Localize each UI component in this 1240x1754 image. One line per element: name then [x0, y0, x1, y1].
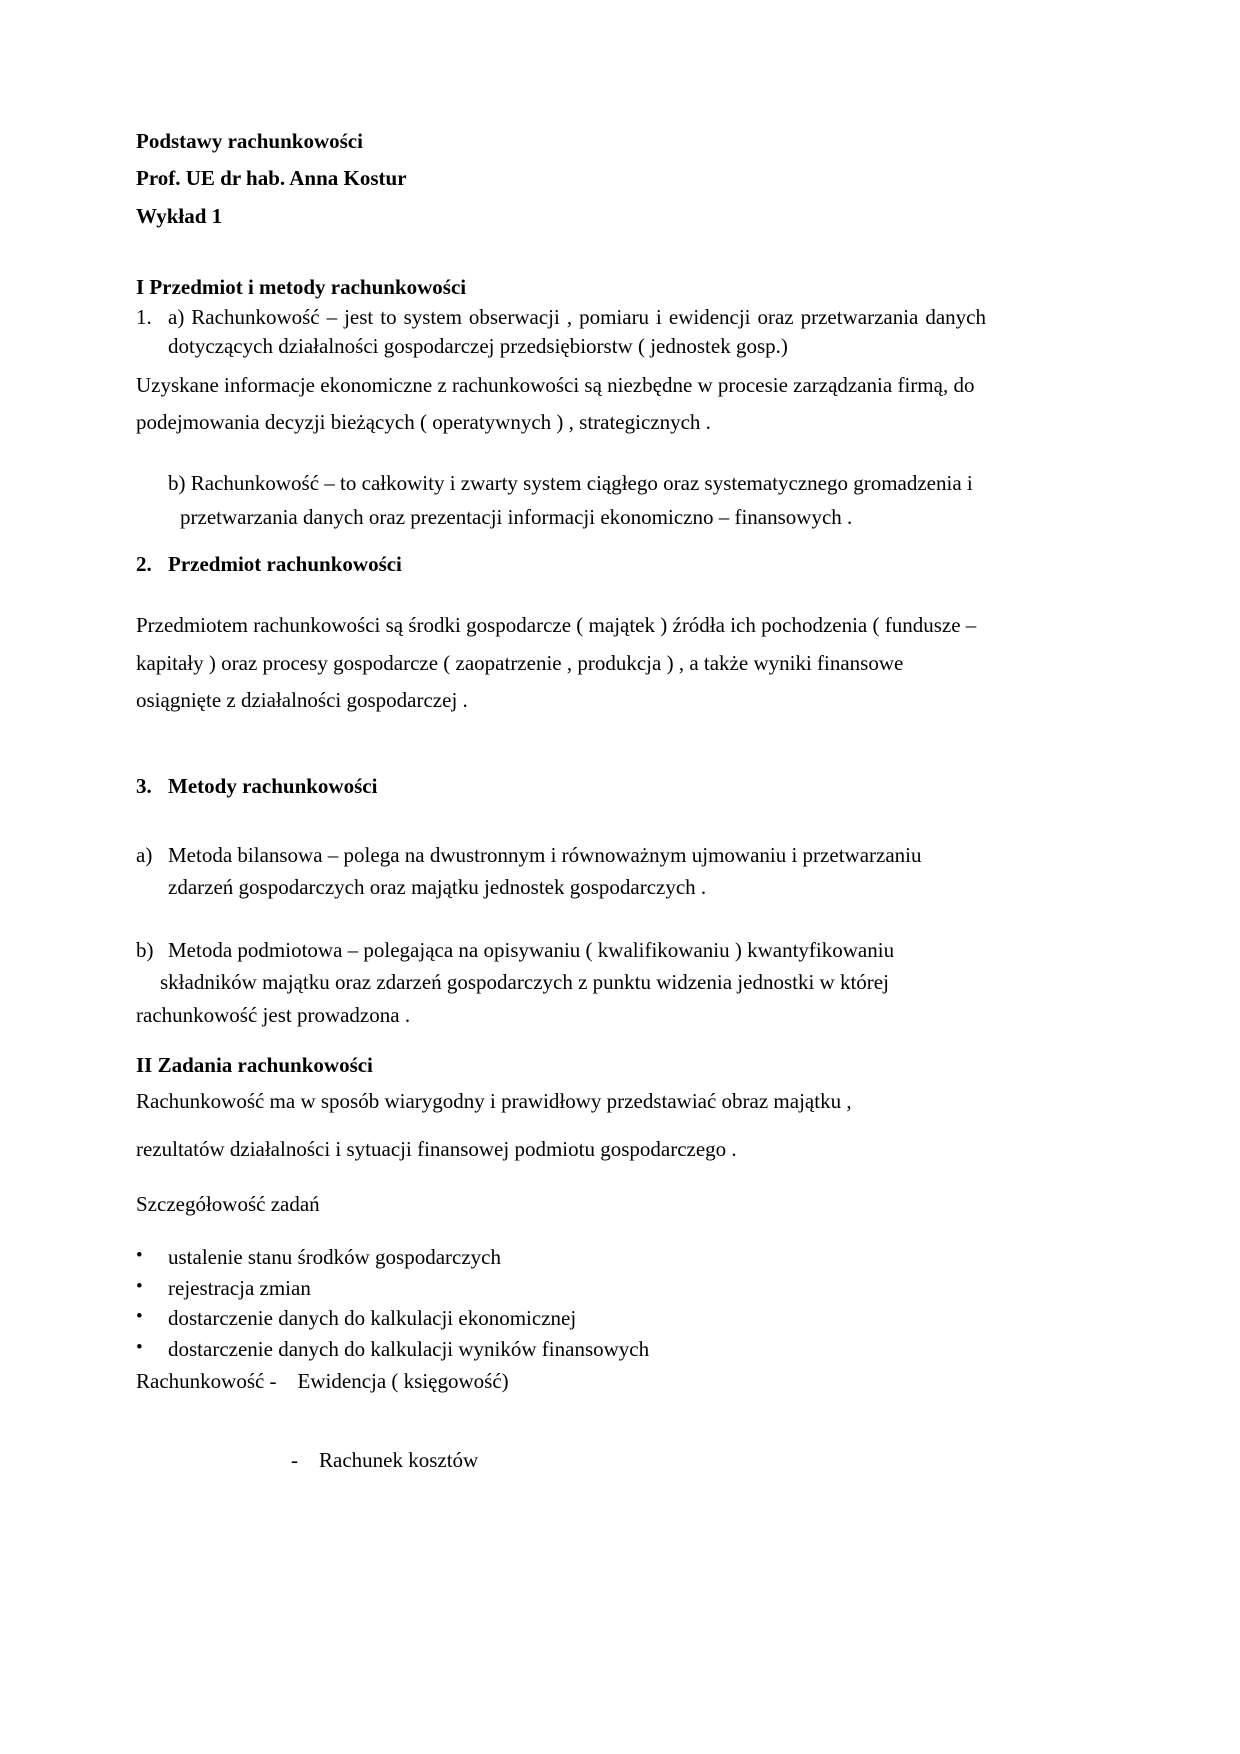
item-b-text: Metoda podmiotowa – polegająca na opisywaniu ( kwalifikowaniu ) kwantyfikowaniu — [168, 937, 895, 962]
paragraph-przedmiotem: Przedmiotem rachunkowości są środki gospodarcze ( majątek ) źródła ich pochodzenia ( fundusze – kapitały ) oraz procesy gospodarcze ( zaopatrzenie , produkcja ) , a także wyniki finansowe osiągnięte z działalności gospodarczej . — [136, 612, 977, 713]
item-2-heading: Przedmiot rachunkowości — [168, 552, 402, 577]
numbered-item-2 — [136, 548, 986, 581]
doc-author: Prof. UE dr hab. Anna Kostur — [136, 166, 407, 191]
list-item-text: rejestracja zmian — [168, 1275, 311, 1300]
section-2-heading: II Zadania rachunkowości — [136, 1053, 373, 1078]
bullet-icon: • — [136, 1336, 143, 1358]
list-item-text: dostarczenie danych do kalkulacji wyników finansowych — [168, 1336, 650, 1361]
numbered-item-3 — [136, 770, 986, 803]
list-item — [136, 1273, 986, 1303]
item-b-continuation: składników majątku oraz zdarzeń gospodarczych z punktu widzenia jednostki w której rachunkowość jest prowadzona . — [136, 970, 889, 1027]
list-item-text: ustalenie stanu środków gospodarczych — [168, 1245, 501, 1270]
bullet-icon: • — [136, 1275, 143, 1297]
section-zadania — [136, 1051, 986, 1475]
item-b-marker: b) — [136, 937, 154, 962]
list-item — [136, 1242, 986, 1272]
doc-header — [136, 126, 986, 231]
bullet-icon: • — [136, 1245, 143, 1267]
paragraph-rezultatow: rezultatów działalności i sytuacji finansowej podmiotu gospodarczego . — [136, 1137, 737, 1162]
item-3-heading: Metody rachunkowości — [168, 774, 378, 799]
doc-lecture-number: Wykład 1 — [136, 203, 223, 228]
document-content — [136, 126, 986, 1475]
item-1b-text: b) Rachunkowość – to całkowity i zwarty system ciągłego oraz systematycznego gromadzenia i przetwarzania danych oraz prezentacji informacji ekonomiczno – finansowych . — [168, 470, 973, 529]
line-rachunkowosc-ewidencja: Rachunkowość - Ewidencja ( księgowość) — [136, 1369, 509, 1394]
tasks-bullet-list — [136, 1242, 986, 1364]
numbered-item-1 — [136, 303, 986, 362]
section-przedmiot-i-metody — [136, 273, 986, 1031]
item-a-text: Metoda bilansowa – polega na dwustronnym i równoważnym ujmowaniu i przetwarzaniu zdarzeń gospodarczych oraz majątku jednostek gospodarczych . — [168, 842, 922, 900]
bullet-icon: • — [136, 1306, 143, 1328]
paragraph-rachunkowosc-ma: Rachunkowość ma w sposób wiarygodny i prawidłowy przedstawiać obraz majątku , — [136, 1088, 852, 1113]
item-1-number: 1. — [136, 304, 152, 329]
list-item-text: dostarczenie danych do kalkulacji ekonomicznej — [168, 1306, 577, 1331]
lettered-item-a — [136, 839, 986, 904]
doc-title: Podstawy rachunkowości — [136, 129, 363, 153]
item-2-number: 2. — [136, 552, 152, 577]
line-rachunek-kosztow: - Rachunek kosztów — [291, 1447, 479, 1472]
item-3-number: 3. — [136, 774, 152, 799]
lettered-item-b — [136, 934, 986, 967]
item-a-marker: a) — [136, 842, 153, 867]
list-item — [136, 1303, 986, 1333]
paragraph-szczegolowosc: Szczegółowość zadań — [136, 1191, 320, 1216]
item-1a-text: a) Rachunkowość – jest to system obserwacji , pomiaru i ewidencji oraz przetwarzania danych dotyczących działalności gospodarczej przedsiębiorstw ( jednostek gosp.) — [168, 304, 986, 359]
paragraph-uzyskane-informacje: Uzyskane informacje ekonomiczne z rachunkowości są niezbędne w procesie zarządzania firmą, do podejmowania decyzji bieżących ( operatywnych ) , strategicznych . — [136, 373, 975, 435]
list-item — [136, 1334, 986, 1364]
section-1-heading: I Przedmiot i metody rachunkowości — [136, 275, 467, 300]
